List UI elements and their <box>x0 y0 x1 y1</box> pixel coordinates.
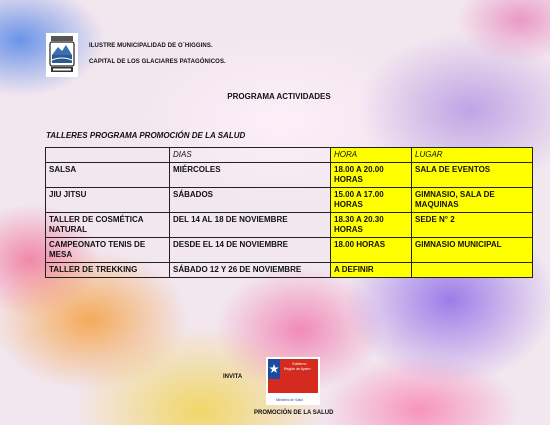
time-cell: 18.30 A 20.30 HORAS <box>331 213 412 238</box>
table-row <box>46 163 533 188</box>
time-cell: A DEFINIR <box>331 263 412 278</box>
activity-cell: SALSA <box>46 163 170 188</box>
header-time: HORA <box>331 148 412 163</box>
activity-cell: CAMPEONATO TENIS DE MESA <box>46 238 170 263</box>
time-cell: 18.00 HORAS <box>331 238 412 263</box>
activities-table <box>45 147 533 278</box>
header-place: LUGAR <box>412 148 533 163</box>
activity-cell: TALLER DE TREKKING <box>46 263 170 278</box>
table-row <box>46 213 533 238</box>
table-row <box>46 188 533 213</box>
section-subtitle: TALLERES PROGRAMA PROMOCIÓN DE LA SALUD <box>46 131 246 140</box>
municipality-tagline: CAPITAL DE LOS GLACIARES PATAGÓNICOS. <box>89 59 226 65</box>
days-cell: MIÉRCOLES <box>170 163 331 188</box>
municipality-name: ILUSTRE MUNICIPALIDAD DE O´HIGGINS. <box>89 43 213 49</box>
page-title: PROGRAMA ACTIVIDADES <box>227 92 331 101</box>
time-cell: 18.00 A 20.00 HORAS <box>331 163 412 188</box>
invite-label: INVITA <box>223 374 243 380</box>
days-cell: DEL 14 AL 18 DE NOVIEMBRE <box>170 213 331 238</box>
table-row <box>46 238 533 263</box>
place-cell: SEDE N° 2 <box>412 213 533 238</box>
gov-logo-line3: Ministerio de Salud <box>276 398 304 402</box>
footer-label: PROMOCIÓN DE LA SALUD <box>254 410 334 416</box>
place-cell <box>412 263 533 278</box>
days-cell: DESDE EL 14 DE NOVIEMBRE <box>170 238 331 263</box>
days-cell: SÁBADO 12 Y 26 DE NOVIEMBRE <box>170 263 331 278</box>
time-cell: 15.00 A 17.00 HORAS <box>331 188 412 213</box>
place-cell: SALA DE EVENTOS <box>412 163 533 188</box>
table-header-row <box>46 148 533 163</box>
days-cell: SÁBADOS <box>170 188 331 213</box>
activity-cell: JIU JITSU <box>46 188 170 213</box>
place-cell: GIMNASIO MUNICIPAL <box>412 238 533 263</box>
government-health-logo <box>266 357 320 405</box>
gov-logo-line1: Gobierno <box>292 362 307 366</box>
header-activity <box>46 148 170 163</box>
gov-logo-line2: Región de Aysén <box>284 367 311 371</box>
header-days: DIAS <box>170 148 331 163</box>
activity-cell: TALLER DE COSMÉTICA NATURAL <box>46 213 170 238</box>
place-cell: GIMNASIO, SALA DE MAQUINAS <box>412 188 533 213</box>
municipal-crest-logo <box>46 33 78 77</box>
table-row <box>46 263 533 278</box>
